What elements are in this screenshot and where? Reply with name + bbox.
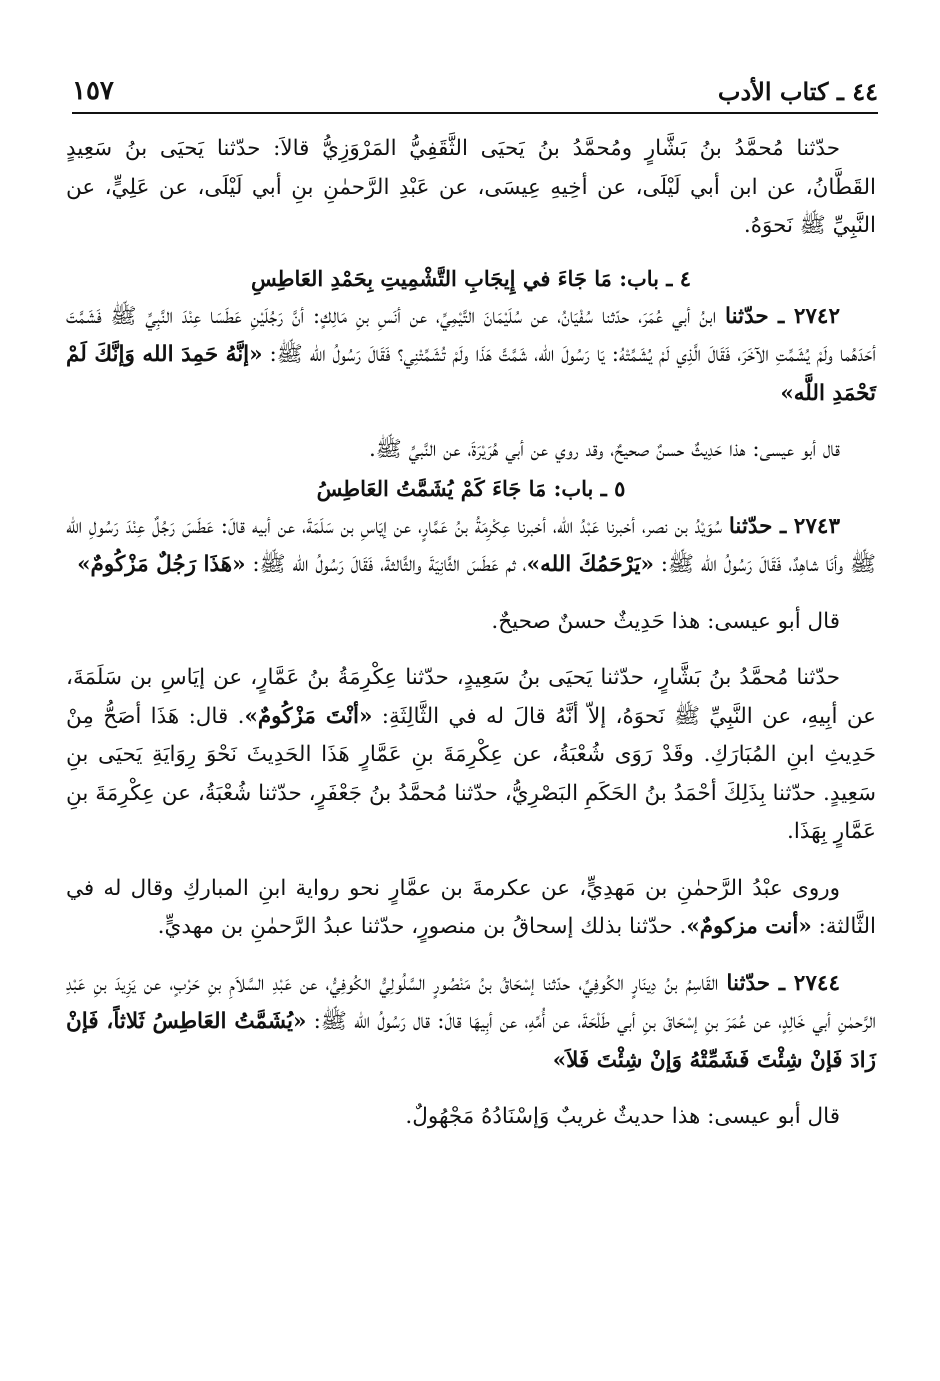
- page-body: [66, 130, 876, 1137]
- hadith-number: ٢٧٤٤ ـ حدّثنا: [726, 970, 840, 996]
- chapter-title: ٤٤ ـ كتاب الأدب: [717, 77, 878, 106]
- page-header: [72, 62, 878, 114]
- hadith-variant-paragraph: [66, 659, 876, 852]
- hadith-2744: [66, 965, 876, 1081]
- hadith-variant-paragraph: [66, 870, 876, 947]
- prophetic-saying: «أنت مزكومٌ»: [686, 914, 812, 939]
- hadith-text: ابنُ أبي عُمَرَ، حدّثنا سُفْيَانُ، عن سُلَيْمَانَ التَّيْمِيِّ، عن أنَسِ بنِ مَالِكٍ: أنَّ رَجُلَيْنِ عَطَسَا عِنْدَ النَّبِيِّ ﷺ فَشَمَّتَ أحَدَهُما ولَمْ يُشَمِّتِ الآخَرَ، فَقَالَ الَّذِي لَمْ يُشَمِّتْهُ: يَا رَسُولَ الله، شَمَّتَّ هَذَا ولَمْ تُشَمِّتْنِي؟ فَقَالَ رَسُولُ الله ﷺ:: [66, 303, 876, 367]
- prophetic-saying: «يُشَمَّتُ العَاطِسُ ثَلاثاً، فَإنْ زَادَ فَإنْ شِئْتَ فَشَمِّتْهُ وَإنْ شِئْتَ فَلاَ»: [66, 1009, 876, 1073]
- abu-isa-comment: قال أبو عيسى: هذا حَدِيثٌ حسنٌ صحيحٌ.: [491, 608, 840, 634]
- page-number: ١٥٧: [72, 76, 114, 106]
- prophetic-saying: «يَرْحَمُكَ الله»: [526, 552, 654, 577]
- hadith-text: . قال: هَذَا أصَحُّ مِنْ حَدِيثِ ابنِ المُبَارَكِ. وقَدْ رَوَى شُعْبَةُ، عن عِكْرِمَةَ بنِ عَمَّارٍ هَذَا الحَدِيثَ نَحْوَ رِوَايَةِ يَحيَى بنِ سَعِيدٍ. حدّثنا بِذَلِكَ أحْمَدُ بنُ الحَكَمِ البَصْرِيُّ، حدّثنا مُحمَّدُ بنُ جَعْفَرٍ، حدّثنا شُعْبَةُ، عن عِكْرِمَةَ بنِ عَمَّارٍ بِهَذَا.: [66, 703, 876, 844]
- hadith-variant-paragraph: حدّثنا مُحمَّدُ بنُ بَشَّارٍ ومُحمَّدُ بنُ يَحيَى الثَّقَفِيُّ المَرْوَزِيُّ قالاَ: حدّثنا يَحيَى بنُ سَعِيدٍ القَطَّانُ، عن ابن أبي لَيْلَى، عن أخِيهِ عِيسَى، عن عَبْدِ الرَّحمٰنِ بنِ أبي لَيْلَى، عن عَلِيٍّ، عن النَّبِيِّ ﷺ نَحوَهُ.: [66, 136, 876, 238]
- hadith-2743: [66, 508, 876, 585]
- chapter-heading-4: ٤ ـ باب: مَا جَاءَ في إِيجَابِ التَّشْمِيتِ بِحَمْدِ العَاطِسِ: [250, 265, 692, 291]
- hadith-text: وروى عبْدُ الرَّحمٰنِ بن مَهدِيٍّ، عن عكرمةَ بن عمَّارٍ نحو رواية ابنِ المباركِ وقال له في الثَّالثة:: [66, 875, 876, 939]
- hadith-text: ، ثم عَطَسَ الثَّانِيَةَ والثَّالثةَ، فَقَالَ رَسُولُ الله ﷺ:: [245, 552, 527, 577]
- prophetic-saying: «هَذَا رَجُلٌ مَزْكُومٌ»: [77, 552, 246, 577]
- hadith-2742: [66, 298, 876, 414]
- hadith-text: القَاسِمُ بنُ دِينَارٍ الكُوفِيِّ، حدّثنا إسْحَاقُ بنُ مَنْصُورٍ السَّلُولِيُّ الكُوفِيُّ، عن عَبْدِ السَّلاَمِ بنِ حَرْبٍ، عن يَزِيدَ بنِ عَبْدِ الرَّحمٰنِ أبي خَالِدٍ، عن عُمَرَ بنِ إسْحَاقَ بنِ أبي طَلْحَةَ، عن أُمِّهِ، عن أبِيهَا قالَ: قال رَسُولُ الله ﷺ:: [66, 970, 876, 1034]
- chapter-heading-5: ٥ ـ باب: مَا جَاءَ كَمْ يُشَمَّتُ العَاطِسُ: [316, 475, 626, 501]
- hadith-text: حدّثنا مُحمَّدُ بنُ بَشَّارٍ، حدّثنا يَحيَى بنُ سَعِيدٍ، حدّثنا عِكْرِمَةُ بنُ عَمَّارٍ، عن إيَاسِ بن سَلَمَةَ، عن أبِيهِ، عن النَّبِيِّ ﷺ نَحوَهُ، إلاّ أنَّهُ قالَ له في الثَّالِثَةِ:: [66, 665, 877, 729]
- hadith-text: . حدّثنا بذلك إسحاقُ بن منصورٍ، حدّثنا عبدُ الرَّحمٰنِ بن مهديٍّ.: [157, 914, 687, 939]
- prophetic-saying: «إنَّهُ حَمِدَ الله وَإنَّكَ لَمْ تَحْمَدِ اللَّه»: [66, 342, 876, 406]
- abu-isa-comment: قال أبو عيسى: هذا حَدِيثٌ حسنٌ صحيحٌ، وقد روي عن أبي هُرَيْرَةَ، عن النَّبيِّ ﷺ.: [368, 437, 840, 462]
- hadith-number: ٢٧٤٣ ـ حدّثنا: [728, 513, 840, 539]
- prophetic-saying: «أنْتَ مَزْكُومٌ»: [244, 703, 373, 729]
- hadith-text: سُوَيْدُ بن نصر، أخبرنا عَبْدُ الله، أخبرنا عِكْرِمَةُ بنُ عَمَّارٍ، عن إيَاسِ بن سَلَمَةَ، عن أبيه قالَ: عَطَسَ رَجُلٌ عِنْدَ رَسُولِ الله ﷺ وأنَا شاهِدٌ، فَقَالَ رَسُولُ الله ﷺ:: [66, 513, 876, 577]
- hadith-number: ٢٧٤٢ ـ حدّثنا: [725, 303, 841, 329]
- abu-isa-comment: قال أبو عيسى: هذا حديثٌ غريبٌ وَإسْنَادُهُ مَجْهُولٌ.: [405, 1104, 840, 1129]
